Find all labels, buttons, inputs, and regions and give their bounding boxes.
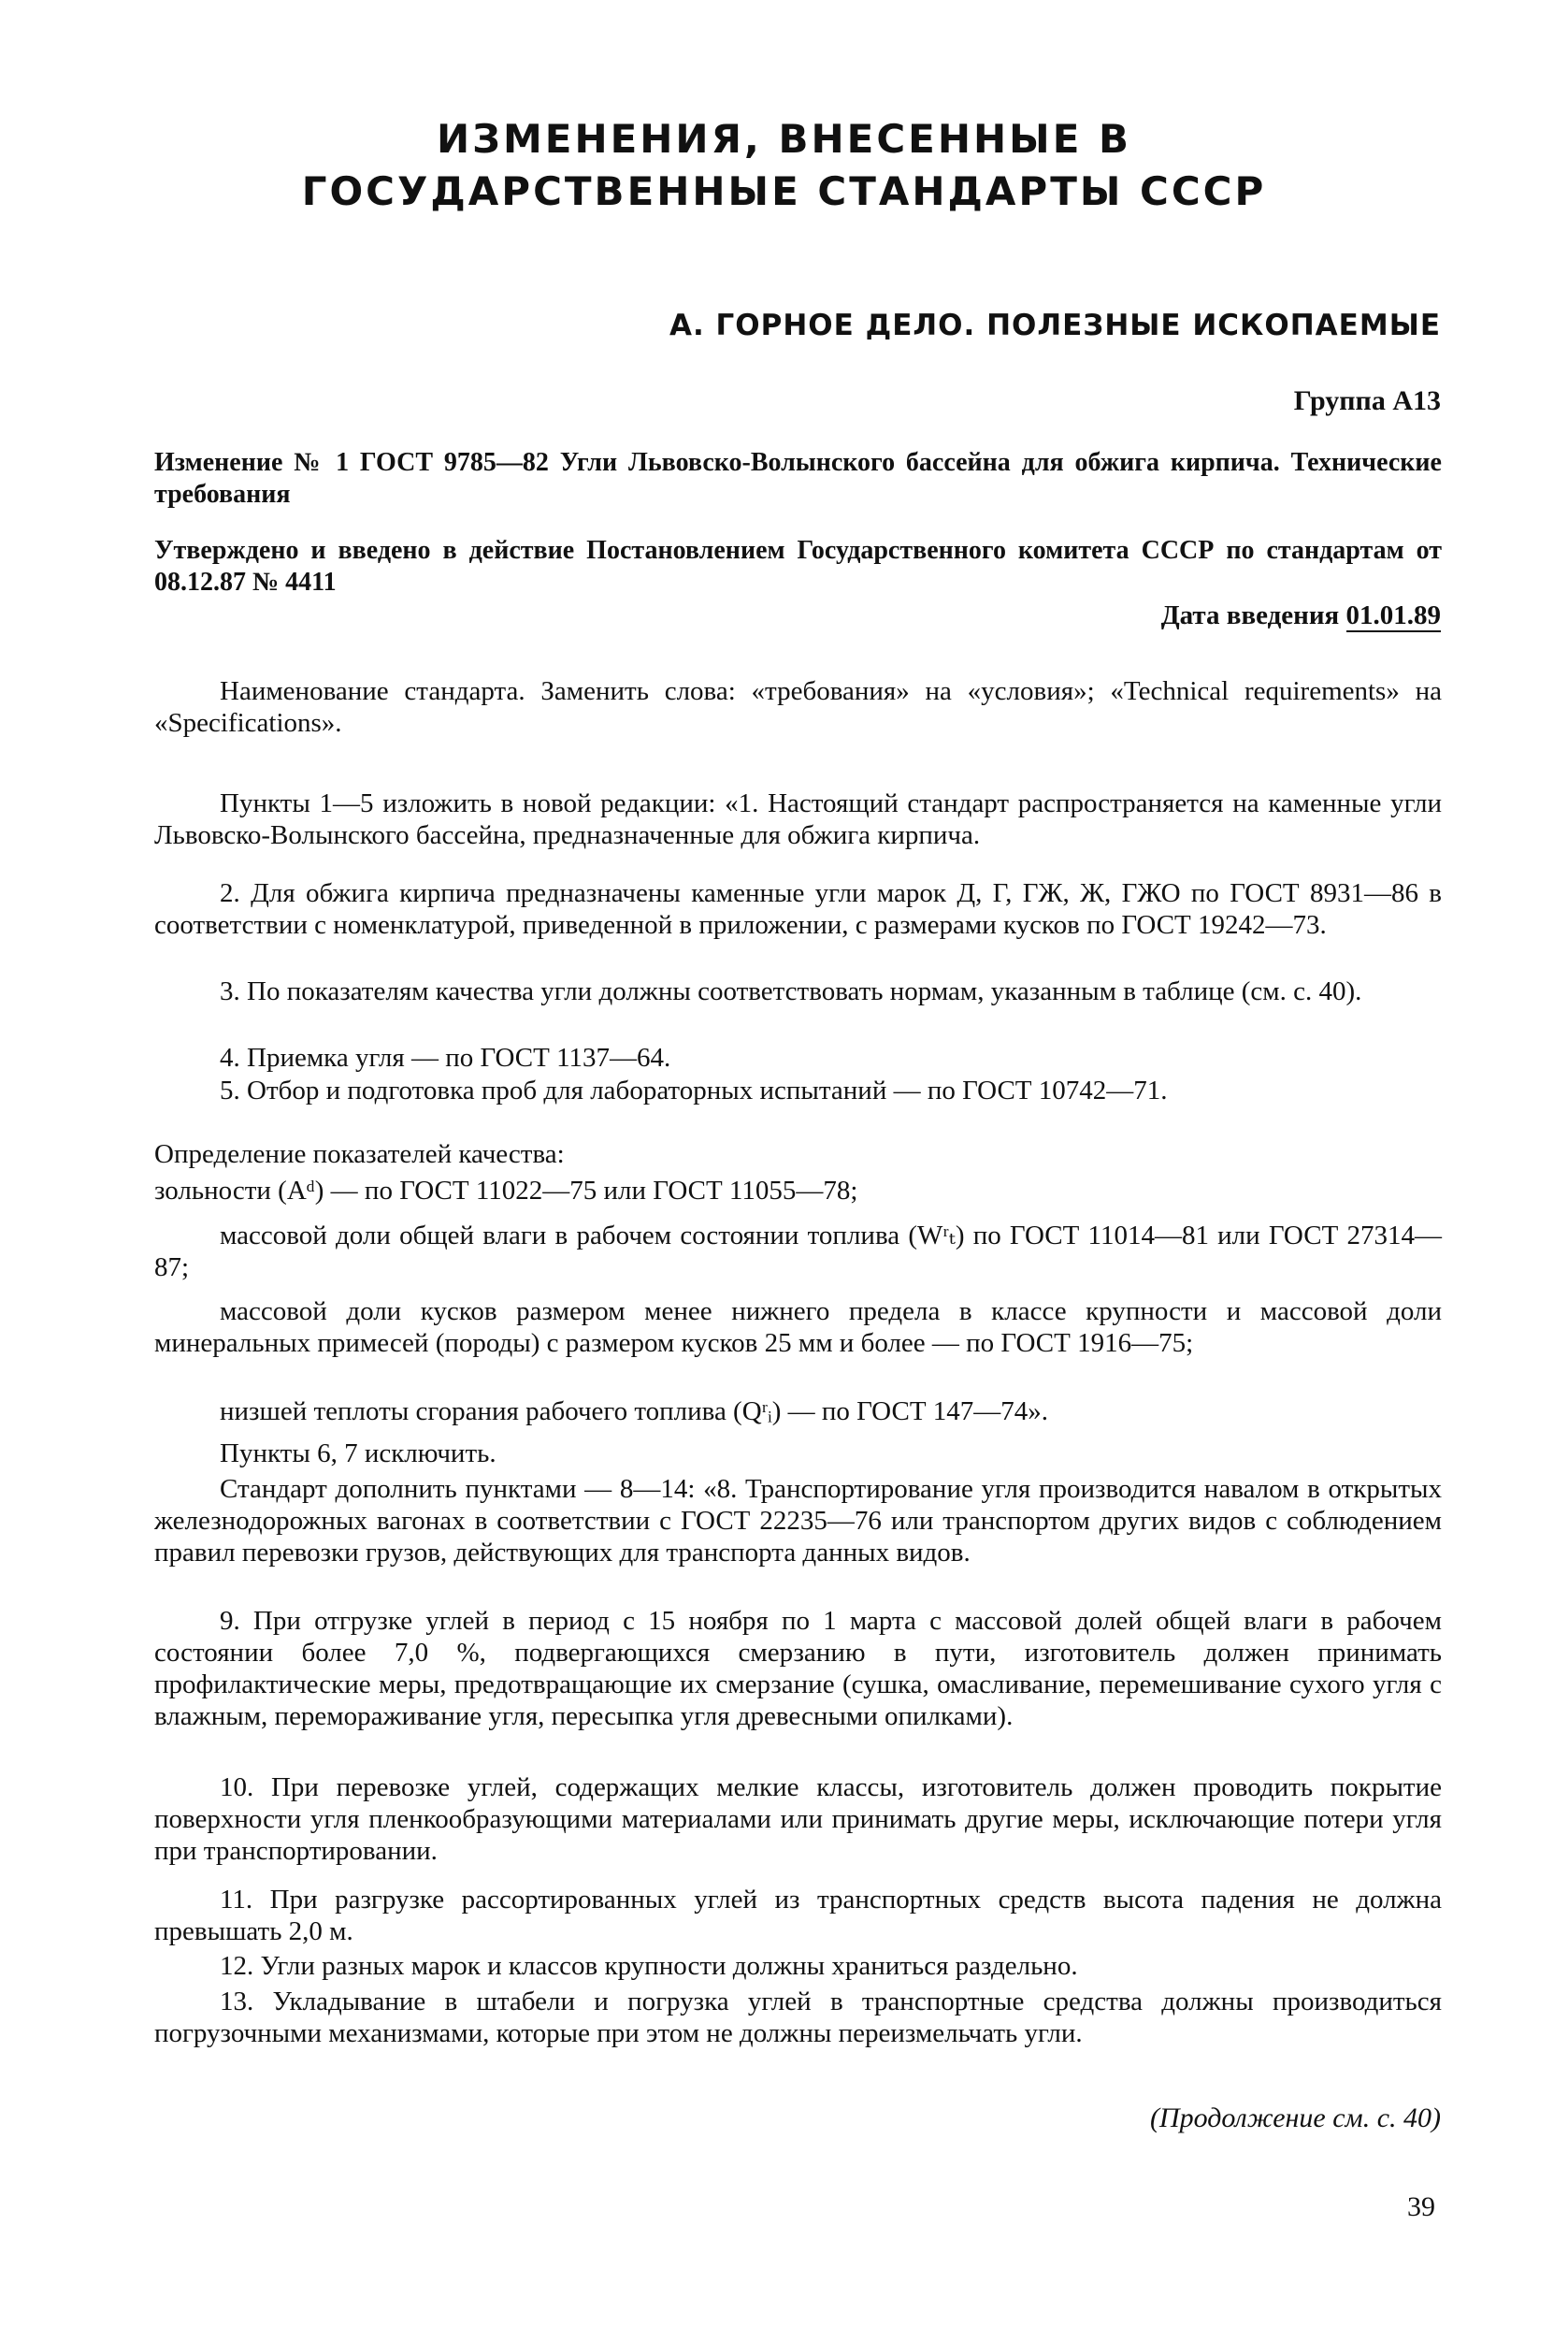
paragraph: Пункты 1—5 изложить в новой редакции: «1. Настоящий стандарт распространяется на каменные угли Львовско-Волынского бассейна, предназначенные для обжига кирпича. (154, 788, 1442, 850)
paragraph: Наименование стандарта. Заменить слова: «требования» на «условия»; «Technical requirements» на «Specifications». (154, 676, 1442, 738)
document-title-line-2: ГОСУДАРСТВЕННЫЕ СТАНДАРТЫ СССР (301, 168, 1267, 214)
approval-statement: Утверждено и введено в действие Постановлением Государственного комитета СССР по стандартам от 08.12.87 № 4411 (154, 536, 1442, 597)
paragraph: 9. При отгрузке углей в период с 15 ноября по 1 марта с массовой долей общей влаги в рабочем состоянии более 7,0 %, подвергающихся смерзанию в пути, изготовитель должен принимать профилактические меры, предотвращающие их смерзание (сушка, омасливание, перемешивание сухого угля с влажным, перемораживание угля, пересыпка угля древесными опилками). (154, 1606, 1442, 1731)
paragraph: 11. При разгрузке рассортированных углей из транспортных средств высота падения не должна превышать 2,0 м. (154, 1885, 1442, 1946)
document-title-line-1: ИЗМЕНЕНИЯ, ВНЕСЕННЫЕ В (436, 116, 1132, 162)
paragraph: массовой доли общей влаги в рабочем состоянии топлива (Wʳₜ) по ГОСТ 11014—81 или ГОСТ 27314—87; (154, 1221, 1442, 1282)
paragraph: 3. По показателям качества угли должны соответствовать нормам, указанным в таблице (см. с. 40). (220, 976, 1362, 1006)
section-heading: А. ГОРНОЕ ДЕЛО. ПОЛЕЗНЫЕ ИСКОПАЕМЫЕ (669, 309, 1441, 342)
paragraph: массовой доли кусков размером менее нижнего предела в классе крупности и массовой доли минеральных примесей (породы) с размером кусков 25 мм и более — по ГОСТ 1916—75; (154, 1296, 1442, 1358)
paragraph: Стандарт дополнить пунктами — 8—14: «8. Транспортирование угля производится навалом в открытых железнодорожных вагонах в соответствии с ГОСТ 22235—76 или транспортом других видов с соблюдением правил перевозки грузов, действующих для транспорта данных видов. (154, 1474, 1442, 1568)
paragraph: 2. Для обжига кирпича предназначены каменные угли марок Д, Г, ГЖ, Ж, ГЖО по ГОСТ 8931—86 в соответствии с номенклатурой, приведенной в приложении, с размерами кусков по ГОСТ 19242—73. (154, 878, 1442, 940)
paragraph: 5. Отбор и подготовка проб для лабораторных испытаний — по ГОСТ 10742—71. (220, 1076, 1168, 1105)
paragraph: 4. Приемка угля — по ГОСТ 1137—64. (220, 1043, 671, 1073)
effective-date-label: Дата введения (1160, 600, 1340, 630)
paragraph: Определение показателей качества: (154, 1139, 565, 1169)
amendment-title: Изменение № 1 ГОСТ 9785—82 Угли Львовско-Волынского бассейна для обжига кирпича. Технические требования (154, 448, 1442, 509)
paragraph: 13. Укладывание в штабели и погрузка углей в транспортные средства должны производиться погрузочными механизмами, которые при этом не должны переизмельчать угли. (154, 1987, 1442, 2048)
page-number: 39 (1407, 2191, 1435, 2222)
paragraph: низшей теплоты сгорания рабочего топлива (Qʳᵢ) — по ГОСТ 147—74». (220, 1396, 1049, 1426)
group-label: Группа А13 (1293, 385, 1441, 416)
paragraph: зольности (Aᵈ) — по ГОСТ 11022—75 или ГОСТ 11055—78; (154, 1176, 858, 1206)
effective-date (1161, 600, 1441, 631)
paragraph: 10. При перевозке углей, содержащих мелкие классы, изготовитель должен проводить покрытие поверхности угля пленкообразующими материалами или принимать другие меры, исключающие потери угля при транспортировании. (154, 1772, 1442, 1866)
continuation-note: (Продолжение см. с. 40) (1149, 2103, 1441, 2133)
effective-date-value: 01.01.89 (1345, 600, 1441, 630)
paragraph: Пункты 6, 7 исключить. (220, 1438, 496, 1468)
paragraph: 12. Угли разных марок и классов крупности должны храниться раздельно. (220, 1951, 1078, 1981)
